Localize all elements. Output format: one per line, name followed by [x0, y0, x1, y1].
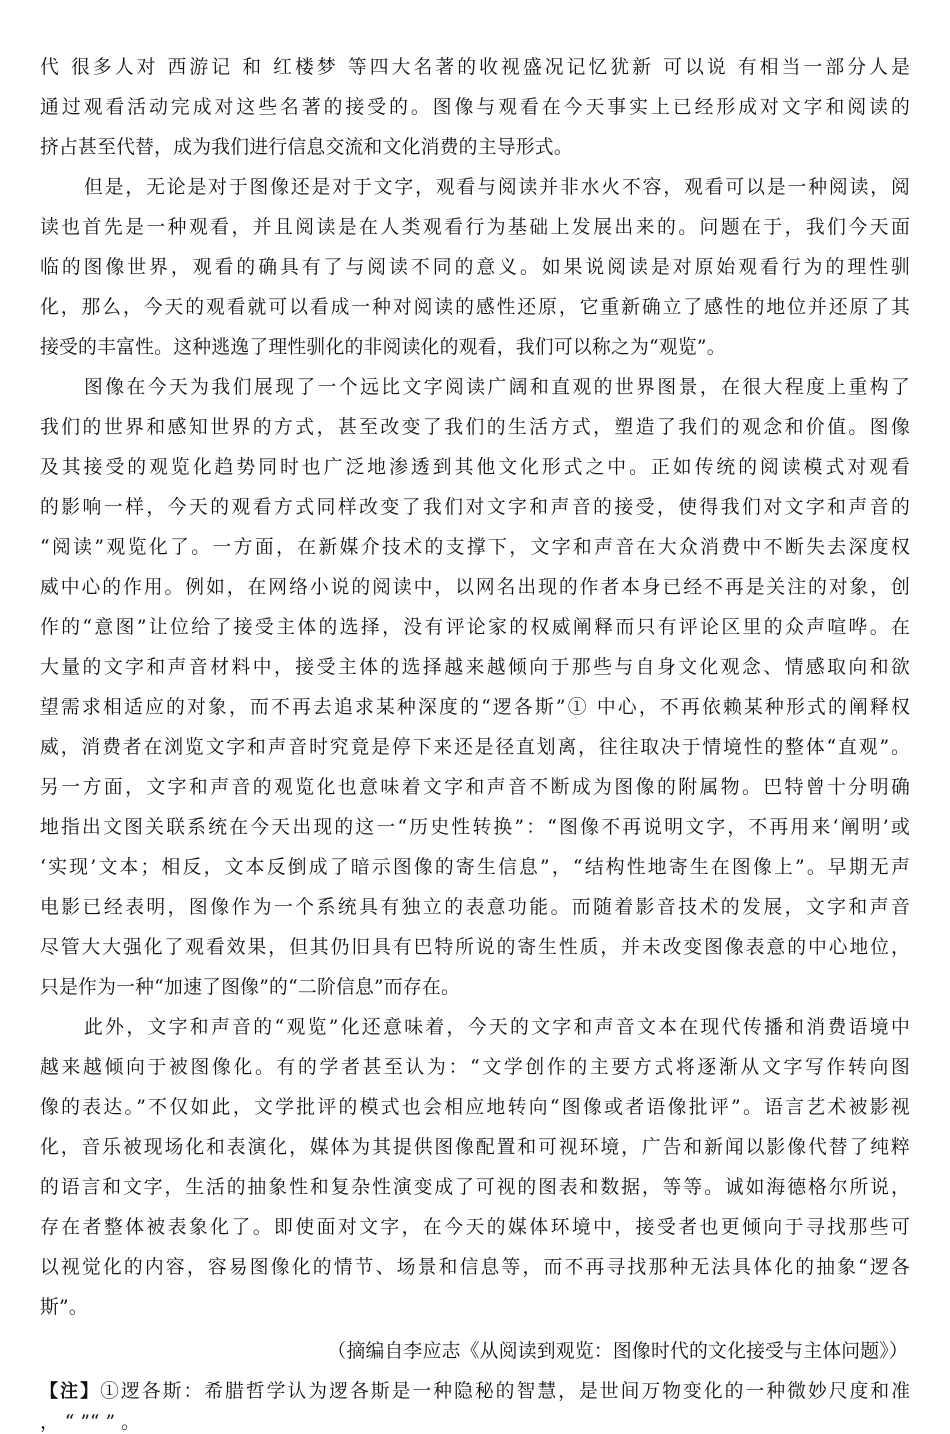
paragraph-line: 斯”。	[40, 1297, 88, 1318]
paragraph-line: 地指出文图关联系统在今天出现的这一“历史性转换”：“图像不再说明文字，不再用来‘阐明’或	[40, 817, 910, 838]
paragraph-line: “阅读”观览化了。一方面，在新媒介技术的支撑下，文字和声音在大众消费中不断失去深度权	[40, 537, 910, 558]
paragraph-line: 通过观看活动完成对这些名著的接受的。图像与观看在今天事实上已经形成对文字和阅读的	[40, 97, 910, 118]
paragraph-line: 图像在今天为我们展现了一个远比文字阅读广阔和直观的世界图景，在很大程度上重构了	[84, 377, 910, 398]
paragraph-line: 越来越倾向于被图像化。有的学者甚至认为：“文学创作的主要方式将逐渐从文字写作转向图	[40, 1057, 910, 1078]
paragraph-line: 大量的文字和声音材料中，接受主体的选择越来越倾向于那些与自身文化观念、情感取向和欲	[40, 657, 910, 678]
source-citation: （摘编自李应志《从阅读到观览：图像时代的文化接受与主体问题》）	[327, 1341, 908, 1362]
paragraph-line: 的影响一样，今天的观看方式同样改变了我们对文字和声音的接受，使得我们对文字和声音的	[40, 497, 910, 518]
paragraph-line: 电影已经表明，图像作为一个系统具有独立的表意功能。而随着影音技术的发展，文字和声音	[40, 897, 910, 918]
paragraph-line: 此外，文字和声音的“观览”化还意味着，今天的文字和声音文本在现代传播和消费语境中	[84, 1017, 910, 1038]
paragraph-line: 只是作为一种“加速了图像”的“二阶信息”而存在。	[40, 977, 461, 998]
paragraph	[40, 168, 910, 368]
paragraph-line: 但是，无论是对于图像还是对于文字，观看与阅读并非水火不容，观看可以是一种阅读，阅	[84, 177, 910, 198]
paragraph-line: 作的“意图”让位给了接受主体的选择，没有评论家的权威阐释而只有评论区里的众声喧哗。在	[40, 617, 910, 638]
paragraph-line: 接受的丰富性。这种逃逸了理性驯化的非阅读化的观看，我们可以称之为“观览”。	[40, 337, 726, 358]
article-body	[40, 48, 910, 1328]
footnote-tag: 【注】	[40, 1381, 101, 1402]
paragraph-line: 尽管大大强化了观看效果，但其仍旧具有巴特所说的寄生性质，并未改变图像表意的中心地位，	[40, 937, 910, 958]
article-page	[40, 48, 910, 1434]
paragraph-line: 望需求相适应的对象，而不再去追求某种深度的“逻各斯”① 中心，不再依赖某种形式的阐释权	[40, 697, 910, 718]
paragraph-line: 的语言和文字，生活的抽象性和复杂性演变成了可视的图表和数据，等等。诚如海德格尔所说，	[40, 1177, 910, 1198]
paragraph-line: 临的图像世界，观看的确具有了与阅读不同的意义。如果说阅读是对原始观看行为的理性驯	[40, 257, 910, 278]
paragraph-line: ‘实现’文本；相反，文本反倒成了暗示图像的寄生信息”，“结构性地寄生在图像上”。早期无声	[40, 857, 910, 878]
paragraph-line: 威，消费者在浏览文字和声音时究竟是停下来还是径直划离，往往取决于情境性的整体“直观”。	[40, 737, 910, 758]
paragraph	[40, 368, 910, 1008]
footnote	[40, 1372, 910, 1434]
paragraph-line: 挤占甚至代替，成为我们进行信息交流和文化消费的主导形式。	[40, 137, 573, 158]
paragraph-line: 存在者整体被表象化了。即使面对文字，在今天的媒体环境中，接受者也更倾向于寻找那些可	[40, 1217, 910, 1238]
paragraph-line: 代 很多人对 西游记 和 红楼梦 等四大名著的收视盛况记忆犹新 可以说 有相当一部分人是	[40, 57, 910, 78]
paragraph-line: 以视觉化的内容，容易图像化的情节、场景和信息等，而不再寻找那种无法具体化的抽象“逻各	[40, 1257, 910, 1278]
paragraph-line: 化，那么，今天的观看就可以看成一种对阅读的感性还原，它重新确立了感性的地位并还原了其	[40, 297, 910, 318]
paragraph	[40, 48, 910, 168]
paragraph-line: 我们的世界和感知世界的方式，甚至改变了我们的生活方式，塑造了我们的观念和价值。图像	[40, 417, 910, 438]
paragraph-line: 另一方面，文字和声音的观览化也意味着文字和声音不断成为图像的附属物。巴特曾十分明确	[40, 777, 910, 798]
paragraph-line: 威中心的作用。例如，在网络小说的阅读中，以网名出现的作者本身已经不再是关注的对象，创	[40, 577, 910, 598]
paragraph-line: 读也首先是一种观看，并且阅读是在人类观看行为基础上发展出来的。问题在于，我们今天面	[40, 217, 910, 238]
paragraph-line: 及其接受的观览化趋势同时也广泛地渗透到其他文化形式之中。正如传统的阅读模式对观看	[40, 457, 910, 478]
footnote-line	[40, 1372, 910, 1412]
paragraph-line: 化，音乐被现场化和表演化，媒体为其提供图像配置和可视环境，广告和新闻以影像代替了纯粹	[40, 1137, 910, 1158]
footnote-text: ①逻各斯：希腊哲学认为逻各斯是一种隐秘的智慧，是世间万物变化的一种微妙尺度和准	[100, 1381, 910, 1402]
paragraph	[40, 1008, 910, 1328]
paragraph-line: 像的表达。”不仅如此，文学批评的模式也会相应地转向“图像或者语像批评”。语言艺术被影视	[40, 1097, 910, 1118]
footnote-line-cut: ， “ ”“ ” 。	[40, 1412, 140, 1433]
